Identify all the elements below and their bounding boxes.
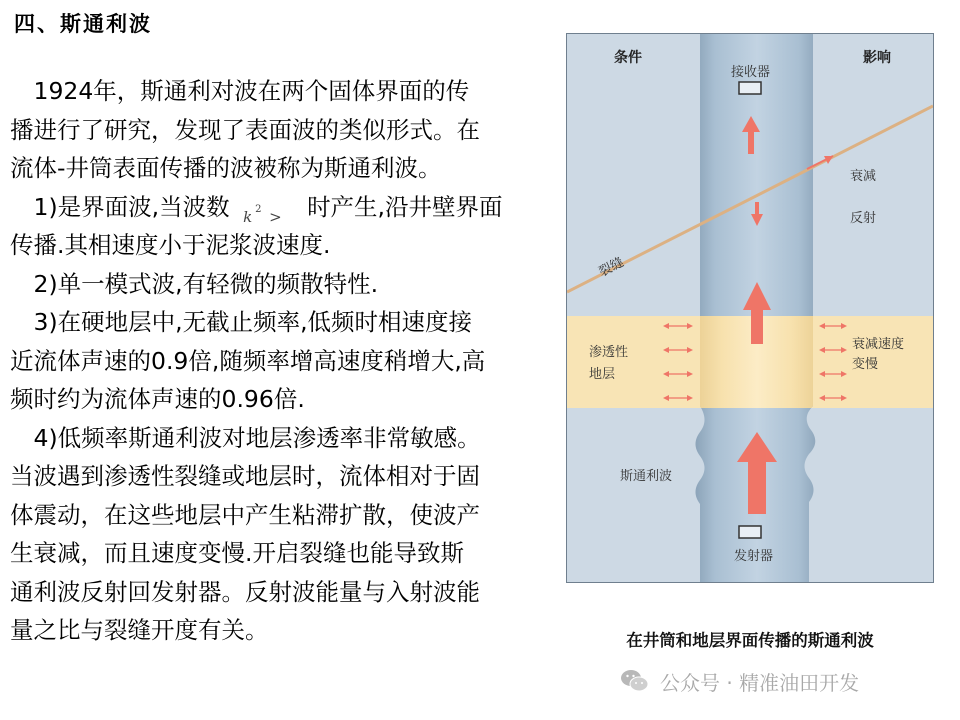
- label-transmitter: 发射器: [734, 549, 774, 564]
- label-slow-1: 衰减速度: [852, 337, 905, 352]
- paragraph-line: 体震动，在这些地层中产生粘滞扩散，使波产: [10, 500, 480, 529]
- paragraph-line: 1924年，斯通利对波在两个固体界面的传: [10, 77, 470, 105]
- paragraph-line: 频时约为流体声速的0.96倍.: [10, 385, 305, 413]
- paragraph-line: 生衰减，而且速度变慢.开启裂缝也能导致斯: [10, 539, 464, 567]
- paragraph-line: 当波遇到渗透性裂缝或地层时，流体相对于固: [10, 462, 480, 490]
- label-receiver: 接收器: [731, 65, 771, 80]
- paragraph-line: 近流体声速的0.9倍,随频率增高速度稍增大,高: [10, 346, 486, 375]
- paragraph-line: [10, 188, 550, 227]
- label-conditions: 条件: [614, 50, 642, 66]
- formula-exponent: 2: [255, 204, 262, 215]
- paragraph-line: 传播.其相速度小于泥浆波速度.: [10, 231, 331, 259]
- text-span: 1)是界面波,当波数: [10, 192, 238, 221]
- label-slow-2: 变慢: [852, 357, 879, 372]
- label-fracture: 裂缝: [596, 254, 627, 281]
- paragraph-line: 2)单一模式波,有轻微的频散特性.: [10, 269, 379, 298]
- label-permeable-2: 地层: [589, 367, 616, 382]
- label-stoneley: 斯通利波: [620, 469, 673, 484]
- label-attenuation: 衰减: [850, 169, 877, 184]
- paragraph-line: 4)低频率斯通利波对地层渗透率非常敏感。: [10, 423, 481, 452]
- transmitter-box: [739, 526, 761, 538]
- paragraph-line: 通利波反射回发射器。反射波能量与入射波能: [10, 577, 480, 606]
- stoneley-wave-diagram: [566, 33, 934, 583]
- wechat-icon: [620, 668, 650, 694]
- paragraph-line: 量之比与裂缝开度有关。: [10, 616, 269, 644]
- figure-caption: 在井筒和地层界面传播的斯通利波: [626, 631, 874, 650]
- label-permeable-1: 渗透性: [589, 345, 629, 360]
- label-effects: 影响: [863, 50, 891, 66]
- wavenumber-formula: [237, 196, 307, 226]
- section-heading: 四、斯通利波: [14, 12, 152, 36]
- formula-operator: >: [269, 208, 282, 226]
- body-text: [10, 72, 550, 650]
- receiver-box: [739, 82, 761, 94]
- formula-variable: k: [243, 208, 253, 226]
- label-reflection: 反射: [850, 211, 877, 226]
- watermark: [620, 666, 859, 696]
- diagram-svg: [567, 34, 933, 582]
- paragraph-line: 播进行了研究，发现了表面波的类似形式。在: [10, 115, 480, 144]
- watermark-text: 公众号 · 精准油田开发: [660, 670, 860, 695]
- text-span: 时产生,沿井壁界面: [307, 192, 503, 221]
- paragraph-line: 流体-井筒表面传播的波被称为斯通利波。: [10, 154, 442, 182]
- paragraph-line: 3)在硬地层中,无截止频率,低频时相速度接: [10, 308, 473, 336]
